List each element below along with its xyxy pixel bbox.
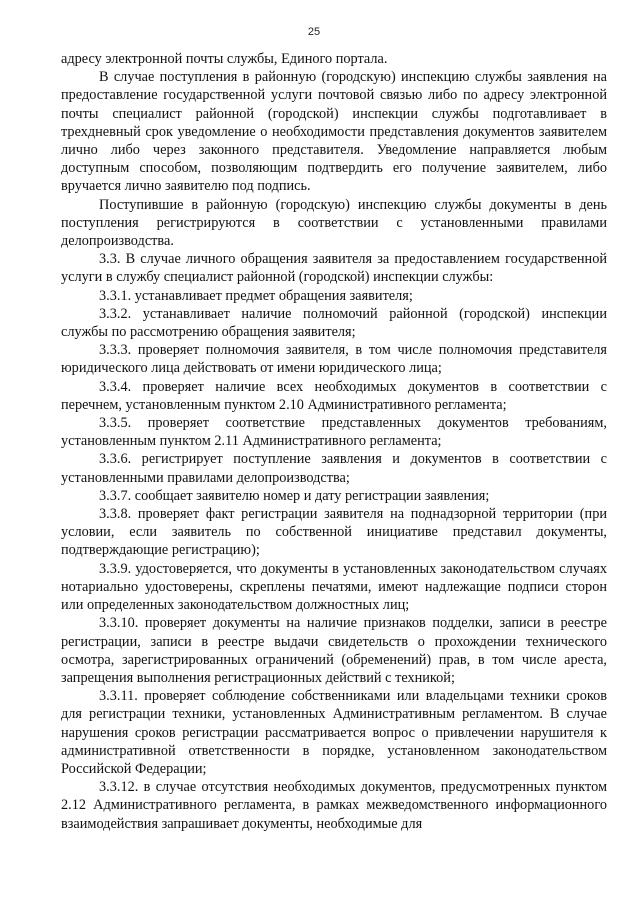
clause-3-3-12: 3.3.12. в случае отсутствия необходимых документов, предусмотренных пунктом 2.12 Административного регламента, в рамках межведомственного информационного взаимодействия запрашивает документы, необходимые для: [61, 779, 607, 832]
page-number: 25: [307, 26, 321, 38]
clause-3-3-6: 3.3.6. регистрирует поступление заявления и документов в соответствии с установленными правилами делопроизводства;: [61, 451, 607, 486]
clause-3-3-4: 3.3.4. проверяет наличие всех необходимых документов в соответствии с перечнем, установленным пунктом 2.10 Административного регламента;: [61, 378, 607, 413]
clause-3-3-10: 3.3.10. проверяет документы на наличие признаков подделки, записи в реестре регистрации, записи в реестре выдачи свидетельств о прохождении технического осмотра, зарегистрированных ограничений (обременений) прав, в том числе ареста, запрещения выполнения регистрационных действий с техникой;: [61, 615, 607, 686]
paragraph-mail-receipt: В случае поступления в районную (городскую) инспекцию службы заявления на предоставление государственной услуги почтовой связью либо по адресу электронной почты специалист районной (городской) инспекции службы подготавливает в трехдневный срок уведомление о необходимости представления документов заявителем лично либо через законного представителя. Уведомление направляется любым доступным способом, позволяющим подтвердить его получение заявителем, либо вручается лично заявителю под подпись.: [61, 69, 607, 195]
clause-3-3-5: 3.3.5. проверяет соответствие представленных документов требованиям, установленным пунктом 2.11 Административного регламента;: [61, 415, 607, 450]
clause-3-3-7: 3.3.7. сообщает заявителю номер и дату регистрации заявления;: [99, 487, 490, 504]
clause-3-3-1: 3.3.1. устанавливает предмет обращения заявителя;: [99, 287, 413, 304]
paragraph-continuation: адресу электронной почты службы, Единого портала.: [61, 51, 388, 67]
clause-3-3-3: 3.3.3. проверяет полномочия заявителя, в том числе полномочия представителя юридического лица действовать от имени юридического лица;: [61, 342, 607, 377]
page-body: [61, 50, 607, 833]
clause-3-3: 3.3. В случае личного обращения заявителя за предоставлением государственной услуги в службу специалист районной (городской) инспекции службы:: [61, 251, 607, 286]
clause-3-3-8: 3.3.8. проверяет факт регистрации заявителя на поднадзорной территории (при условии, если заявитель по собственной инициативе представил документы, подтверждающие регистрацию);: [61, 506, 607, 559]
clause-3-3-11: 3.3.11. проверяет соблюдение собственниками или владельцами техники сроков для регистрации техники, установленных Административным регламентом. В случае нарушения сроков регистрации рассматривается вопрос о привлечении нарушителя к административной ответственности в порядке, установленном законодательством Российской Федерации;: [61, 688, 607, 777]
clause-3-3-9: 3.3.9. удостоверяется, что документы в установленных законодательством случаях нотариально удостоверены, скреплены печатями, имеют надлежащие подписи сторон или определенных законодательством должностных лиц;: [61, 560, 607, 614]
clause-3-3-2: 3.3.2. устанавливает наличие полномочий районной (городской) инспекции службы по рассмотрению обращения заявителя;: [61, 305, 607, 341]
paragraph-registration: Поступившие в районную (городскую) инспекцию службы документы в день поступления регистрируются в соответствии с установленными правилами делопроизводства.: [61, 196, 607, 250]
